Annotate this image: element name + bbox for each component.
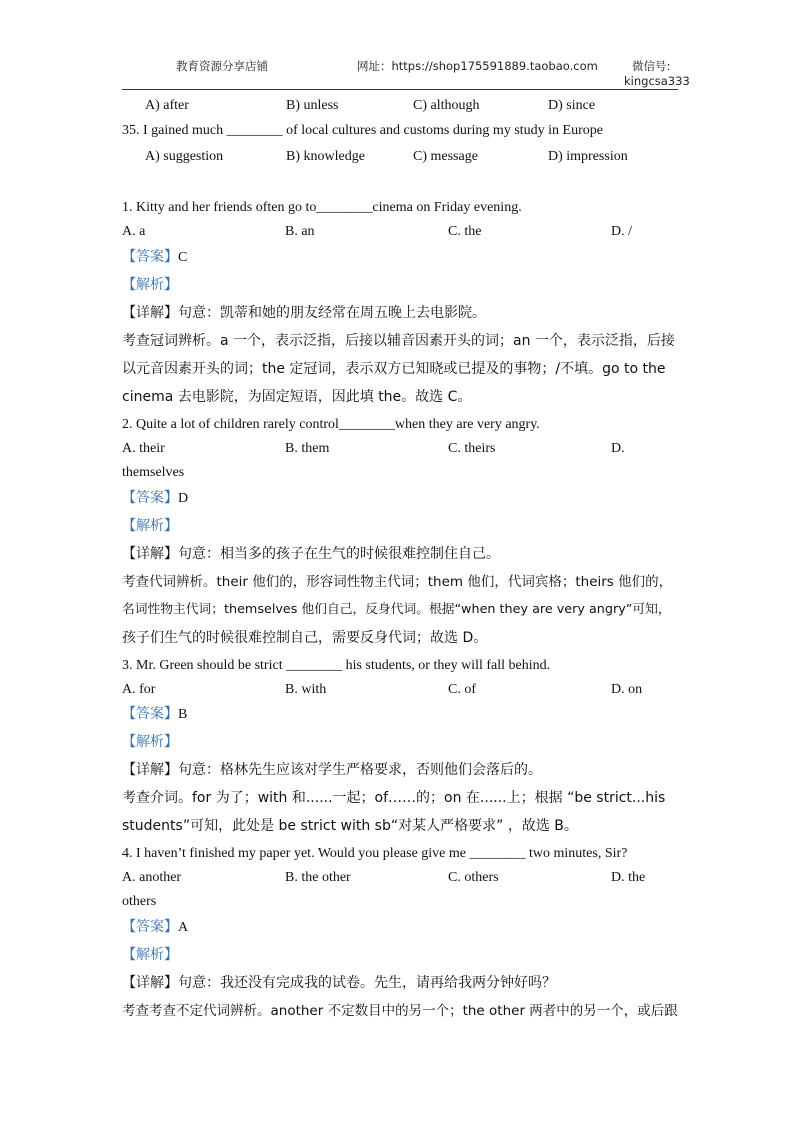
q2-option-d-wrap: themselves (122, 465, 185, 480)
q3-option-a: A. for (122, 682, 156, 697)
q2-answer (122, 488, 188, 509)
answer-tag: 【答案】 (122, 706, 178, 722)
q34-option-a: A) after (145, 98, 189, 113)
q2-option-d: D. (611, 441, 625, 456)
q35-option-c: C) message (413, 149, 478, 164)
q4-detail-line: 【详解】句意：我还没有完成我的试卷。先生，请再给我两分钟好吗？ (122, 975, 556, 991)
q2-stem: 2. Quite a lot of children rarely control________when they are very angry. (122, 417, 540, 432)
q4-analysis-tag: 【解析】 (122, 947, 178, 963)
q2-option-b: B. them (285, 441, 330, 456)
q34-option-d: D) since (548, 98, 596, 113)
q2-option-a: A. their (122, 441, 165, 456)
q4-option-d-wrap: others (122, 894, 157, 909)
q1-detail-line: 考查冠词辨析。a 一个，表示泛指，后接以辅音因素开头的词；an 一个，表示泛指，后接 (122, 333, 675, 349)
q2-analysis-tag: 【解析】 (122, 518, 178, 534)
q1-option-a: A. a (122, 224, 146, 239)
q4-answer (122, 917, 188, 938)
q1-stem: 1. Kitty and her friends often go to________cinema on Friday evening. (122, 200, 522, 215)
q35-option-a: A) suggestion (145, 149, 224, 164)
q3-detail-line: students”可知，此处是 be strict with sb“对某人严格要求” ，故选 B。 (122, 818, 578, 834)
q3-option-c: C. of (448, 682, 476, 697)
header-shop-name: 教育资源分享店铺 (176, 59, 268, 73)
q2-option-c: C. theirs (448, 441, 496, 456)
q4-detail-line: 考查考查不定代词辨析。another 不定数目中的另一个；the other 两者中的另一个，或后跟 (122, 1003, 678, 1019)
answer-value: A (178, 920, 189, 935)
q3-detail-line: 【详解】句意：格林先生应该对学生严格要求，否则他们会落后的。 (122, 762, 542, 778)
q2-detail-line: 孩子们生气的时候很难控制自己，需要反身代词；故选 D。 (122, 630, 488, 646)
q2-detail-line: 名词性物主代词；themselves 他们自己，反身代词。根据“when they are very angry”可知， (122, 602, 671, 617)
answer-value: D (178, 491, 189, 506)
q1-answer (122, 247, 187, 268)
q2-detail-line: 【详解】句意：相当多的孩子在生气的时候很难控制住自己。 (122, 546, 500, 562)
q4-stem: 4. I haven’t finished my paper yet. Would you please give me ________ two minutes, Sir? (122, 846, 628, 861)
q1-detail-line: 以元音因素开头的词；the 定冠词，表示双方已知晓或已提及的事物；/不填。go to the (122, 361, 666, 377)
q1-analysis-tag: 【解析】 (122, 277, 178, 293)
q3-analysis-tag: 【解析】 (122, 734, 178, 750)
q3-option-b: B. with (285, 682, 327, 697)
q1-option-c: C. the (448, 224, 482, 239)
q3-detail-line: 考查介词。for 为了；with 和......一起；of……的；on 在......上；根据 “be strict...his (122, 790, 666, 806)
q4-option-d: D. the (611, 870, 646, 885)
answer-value: C (178, 250, 188, 265)
q1-detail-line: 【详解】句意：凯蒂和她的朋友经常在周五晚上去电影院。 (122, 305, 486, 321)
q35-option-d: D) impression (548, 149, 628, 164)
q4-option-b: B. the other (285, 870, 351, 885)
answer-value: B (178, 707, 188, 722)
q1-detail-line: cinema 去电影院，为固定短语，因此填 the。故选 C。 (122, 389, 472, 405)
q34-option-c: C) although (413, 98, 480, 113)
q1-option-d: D. / (611, 224, 632, 239)
q3-option-d: D. on (611, 682, 643, 697)
q35-stem: 35. I gained much ________ of local cultures and customs during my study in Europe (122, 123, 603, 138)
q3-stem: 3. Mr. Green should be strict ________ his students, or they will fall behind. (122, 658, 551, 673)
q35-option-b: B) knowledge (286, 149, 365, 164)
q2-detail-line: 考查代词辨析。their 他们的，形容词性物主代词；them 他们，代词宾格；theirs 他们的， (122, 574, 673, 590)
answer-tag: 【答案】 (122, 490, 178, 506)
header-divider (122, 89, 678, 90)
q3-answer (122, 704, 187, 725)
q34-option-b: B) unless (286, 98, 339, 113)
header-url: 网址：https://shop175591889.taobao.com (357, 59, 598, 73)
q4-option-a: A. another (122, 870, 182, 885)
answer-tag: 【答案】 (122, 919, 178, 935)
q4-option-c: C. others (448, 870, 499, 885)
q1-option-b: B. an (285, 224, 315, 239)
answer-tag: 【答案】 (122, 249, 178, 265)
header-wechat-label: 微信号: (632, 59, 671, 73)
header-wechat-id: kingcsa333 (624, 74, 690, 88)
